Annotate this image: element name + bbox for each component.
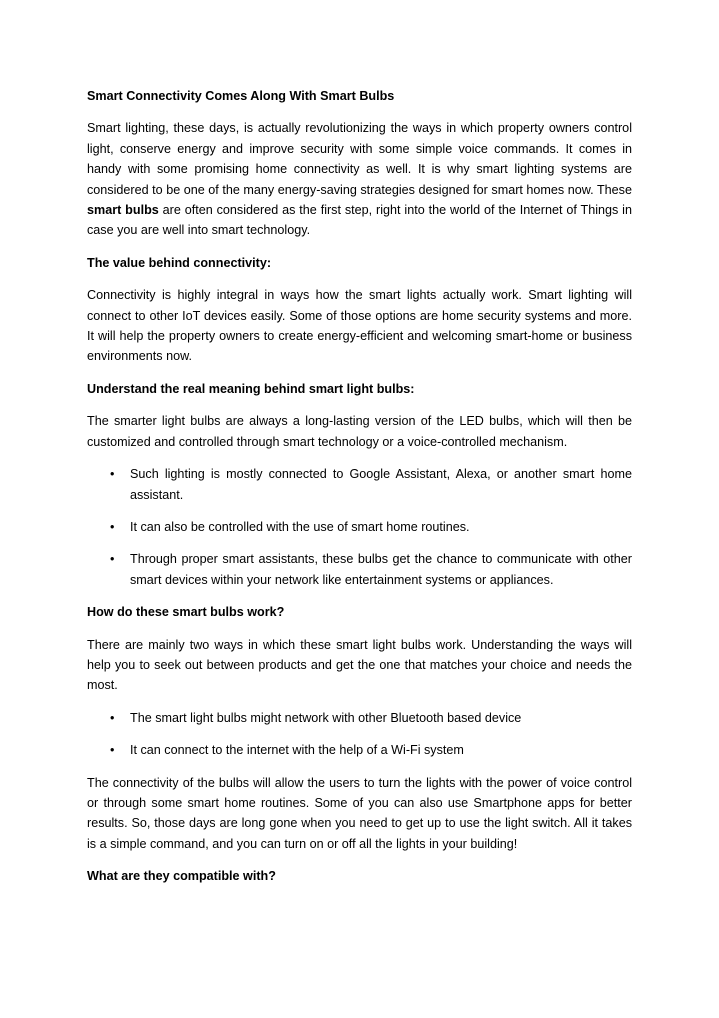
list-item bbox=[87, 708, 632, 728]
bullet-icon: • bbox=[110, 519, 115, 534]
bullet-icon: • bbox=[110, 467, 115, 482]
intro-text-2: are often considered as the first step, right into the world of the Internet of Things in case you are well into smart technology. bbox=[87, 203, 632, 238]
list-item bbox=[87, 517, 632, 537]
list-item-text: It can also be controlled with the use of smart home routines. bbox=[130, 519, 470, 534]
list-item-text: Through proper smart assistants, these bulbs get the chance to communicate with other smart devices within your network like entertainment systems or appliances. bbox=[130, 552, 632, 587]
bullet-list-work bbox=[87, 708, 632, 761]
paragraph-how-work: There are mainly two ways in which these smart light bulbs work. Understanding the ways will help you to seek out between products and get the one that matches your choice and needs the most. bbox=[87, 637, 632, 693]
heading-how-work: How do these smart bulbs work? bbox=[87, 605, 285, 620]
list-item bbox=[87, 549, 632, 590]
document-page bbox=[87, 86, 632, 899]
list-item-text: It can connect to the internet with the help of a Wi-Fi system bbox=[130, 743, 464, 758]
bullet-icon: • bbox=[110, 710, 115, 725]
intro-paragraph bbox=[87, 118, 632, 240]
heading-value-connectivity: The value behind connectivity: bbox=[87, 255, 272, 270]
bullet-list-meaning bbox=[87, 464, 632, 590]
list-item bbox=[87, 464, 632, 505]
list-item bbox=[87, 740, 632, 760]
heading-compatible: What are they compatible with? bbox=[87, 869, 276, 884]
bullet-icon: • bbox=[110, 743, 115, 758]
paragraph-real-meaning: The smarter light bulbs are always a long-lasting version of the LED bulbs, which will then be customized and controlled through smart technology or a voice-controlled mechanism. bbox=[87, 414, 632, 449]
bullet-icon: • bbox=[110, 552, 115, 567]
heading-real-meaning: Understand the real meaning behind smart light bulbs: bbox=[87, 381, 415, 396]
intro-text-1: Smart lighting, these days, is actually revolutionizing the ways in which property owners control light, conserve energy and improve security with some simple voice commands. It comes in handy with some promising home connectivity as well. It is why smart lighting systems are considered to be one of the many energy-saving strategies designed for smart homes now. These bbox=[87, 121, 632, 197]
paragraph-connectivity: The connectivity of the bulbs will allow the users to turn the lights with the power of voice control or through some smart home routines. Some of you can also use Smartphone apps for better results. So, those days are long gone when you need to get up to use the light switch. All it takes is a simple command, and you can turn on or off all the lights in your building! bbox=[87, 775, 632, 851]
document-title: Smart Connectivity Comes Along With Smart Bulbs bbox=[87, 89, 395, 103]
list-item-text: Such lighting is mostly connected to Google Assistant, Alexa, or another smart home assistant. bbox=[130, 467, 632, 502]
smart-bulbs-emphasis: smart bulbs bbox=[87, 203, 159, 218]
paragraph-value-connectivity: Connectivity is highly integral in ways how the smart lights actually work. Smart lighting will connect to other IoT devices easily. Some of those options are home security systems and more. It will help the property owners to create energy-efficient and welcoming smart-home or business environments now. bbox=[87, 288, 632, 364]
list-item-text: The smart light bulbs might network with other Bluetooth based device bbox=[130, 710, 522, 725]
